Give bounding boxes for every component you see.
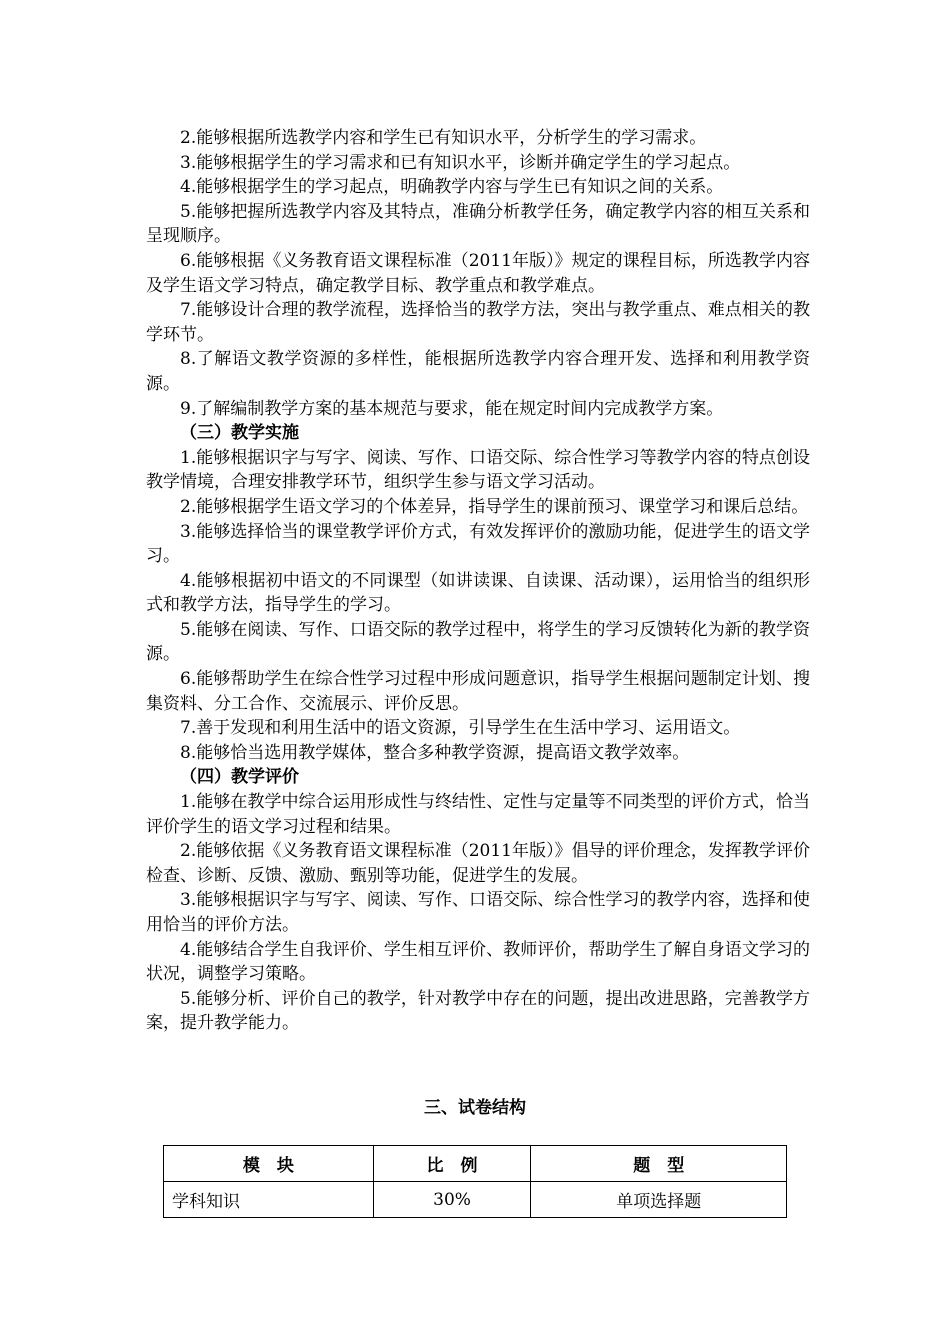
- table-header-row: [164, 1146, 787, 1182]
- subsection-heading: （四）教学评价: [180, 767, 299, 788]
- paragraph: 1.能够在教学中综合运用形成性与终结性、定性与定量等不同类型的评价方式，恰当评价学生的语文学习过程和结果。: [146, 792, 810, 837]
- paragraph: 2.能够依据《义务教育语文课程标准（2011年版）》倡导的评价理念，发挥教学评价检查、诊断、反馈、激励、甄别等功能，促进学生的发展。: [146, 841, 810, 886]
- paragraph: 7.能够设计合理的教学流程，选择恰当的教学方法，突出与教学重点、难点相关的教学环节。: [146, 300, 810, 345]
- subsection-heading: （三）教学实施: [180, 423, 299, 444]
- paragraph: 5.能够把握所选教学内容及其特点，准确分析教学任务，确定教学内容的相互关系和呈现顺序。: [146, 201, 810, 247]
- paragraph: 6.能够帮助学生在综合性学习过程中形成问题意识，指导学生根据问题制定计划、搜集资料、分工合作、交流展示、评价反思。: [146, 669, 810, 714]
- paragraph: 8.了解语文教学资源的多样性，能根据所选教学内容合理开发、选择和利用教学资源。: [146, 349, 810, 394]
- paragraph: 1.能够根据识字与写字、阅读、写作、口语交际、综合性学习等教学内容的特点创设教学情境，合理安排教学环节，组织学生参与语文学习活动。: [146, 447, 810, 493]
- paragraph: 8.能够恰当选用教学媒体，整合多种教学资源，提高语文教学效率。: [180, 742, 690, 763]
- paragraph: 4.能够根据初中语文的不同课型（如讲读课、自读课、活动课），运用恰当的组织形式和教学方法，指导学生的学习。: [146, 570, 810, 616]
- paragraph: 3.能够选择恰当的课堂教学评价方式，有效发挥评价的激励功能，促进学生的语文学习。: [146, 521, 810, 567]
- table-header-module: 模 块: [164, 1146, 374, 1182]
- paragraph: 6.能够根据《义务教育语文课程标准（2011年版）》规定的课程目标，所选教学内容及学生语文学习特点，确定教学目标、教学重点和教学难点。: [146, 250, 810, 296]
- paragraph: 3.能够根据识字与写字、阅读、写作、口语交际、综合性学习的教学内容，选择和使用恰当的评价方法。: [146, 890, 810, 935]
- table-cell-module: 学科知识: [164, 1182, 374, 1218]
- paragraph: 2.能够根据所选教学内容和学生已有知识水平，分析学生的学习需求。: [180, 128, 707, 148]
- section-title: 三、试卷结构: [424, 1098, 526, 1118]
- paragraph: 2.能够根据学生语文学习的个体差异，指导学生的课前预习、课堂学习和课后总结。: [180, 496, 809, 517]
- table-header-ratio: 比 例: [373, 1146, 531, 1182]
- paragraph: 7.善于发现和利用生活中的语文资源，引导学生在生活中学习、运用语文。: [180, 718, 741, 739]
- table-header-type: 题 型: [531, 1146, 787, 1182]
- body-text: [146, 126, 810, 1036]
- paragraph: 4.能够根据学生的学习起点，明确教学内容与学生已有知识之间的关系。: [180, 177, 724, 198]
- table-cell-type: 单项选择题: [531, 1182, 787, 1218]
- paragraph: 9.了解编制教学方案的基本规范与要求，能在规定时间内完成教学方案。: [180, 398, 724, 419]
- table-row: [164, 1182, 787, 1218]
- paragraph: 3.能够根据学生的学习需求和已有知识水平，诊断并确定学生的学习起点。: [180, 152, 741, 173]
- table-cell-ratio: 30%: [373, 1182, 531, 1218]
- paragraph: 5.能够分析、评价自己的教学，针对教学中存在的问题，提出改进思路，完善教学方案，提升教学能力。: [146, 988, 810, 1034]
- paragraph: 4.能够结合学生自我评价、学生相互评价、教师评价，帮助学生了解自身语文学习的状况，调整学习策略。: [146, 939, 810, 985]
- paragraph: 5.能够在阅读、写作、口语交际的教学过程中，将学生的学习反馈转化为新的教学资源。: [146, 619, 810, 665]
- exam-structure-table: [163, 1145, 787, 1218]
